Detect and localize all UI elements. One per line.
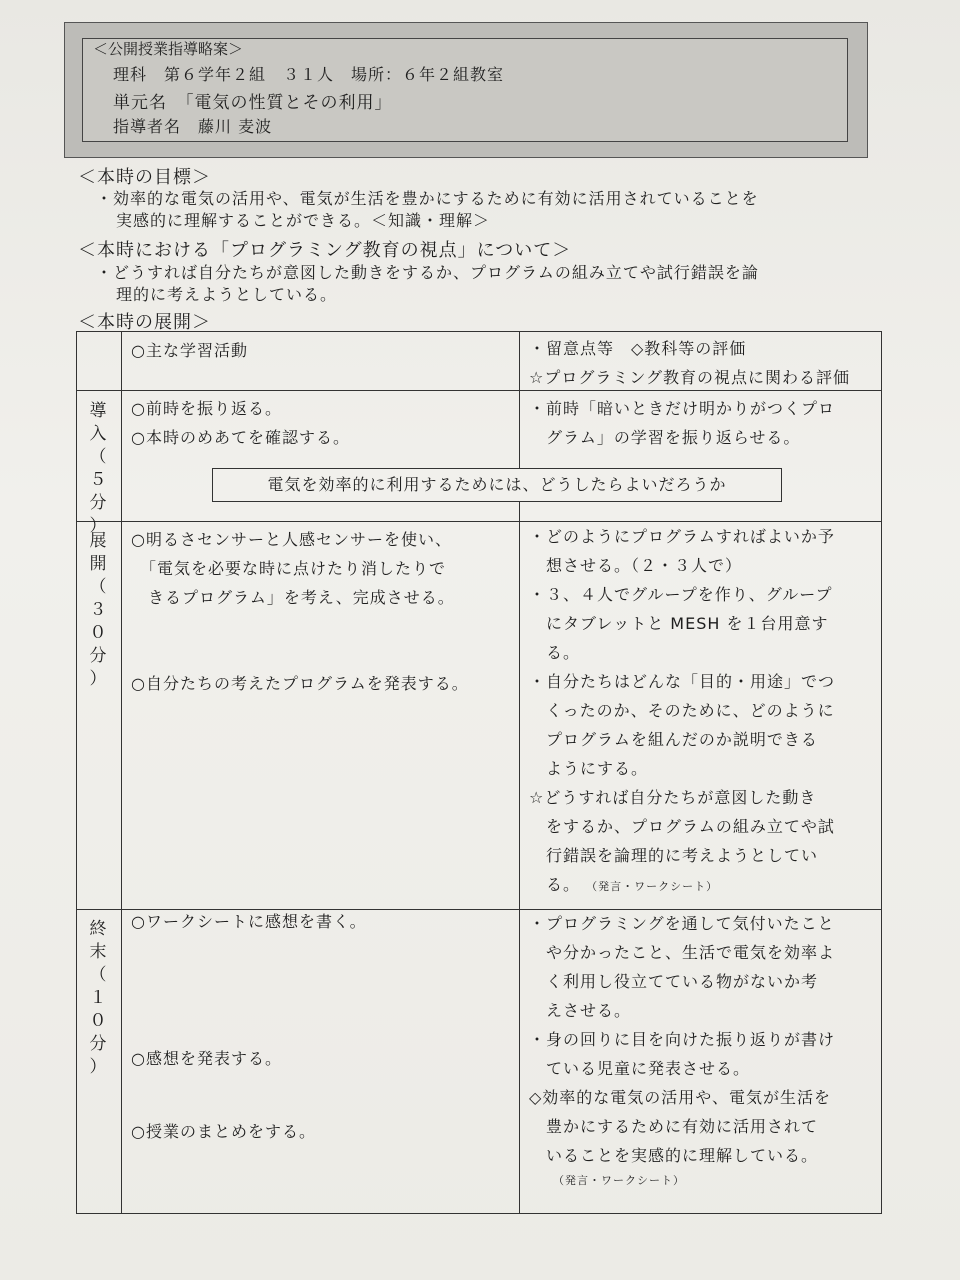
goal-heading: ＜本時の目標＞ (78, 167, 211, 188)
header-title: ＜公開授業指導略案＞ (93, 40, 244, 58)
phase-closing: 終 末 （ １ ０ 分 ） (89, 919, 107, 1077)
goal-text-line2: 実感的に理解することができる。＜知識・理解＞ (116, 211, 491, 230)
development-heading: ＜本時の展開＞ (78, 312, 211, 333)
header-class-info: 理科 第６学年２組 ３１人 場所：６年２組教室 (113, 65, 505, 84)
closing-notes: ・プログラミングを通して気付いたこと や分かったこと、生活で電気を効率よ く利用し役立てている物がないか考 えさせる。 ・身の回りに目を向けた振り返りが書け ている児童に発表させる。 ◇効率的な電気の活用や、電気が生活を 豊かにするために有効に活用されて いることを実感的に理解している。 （発言・ワークシート） (529, 909, 835, 1192)
goal-text (96, 188, 759, 232)
develop-activities-b: ○自分たちの考えたプログラムを発表する。 (131, 674, 469, 693)
header-box (82, 38, 848, 142)
header-unit-name: 単元名 「電気の性質とその利用」 (113, 93, 393, 113)
header-instructor: 指導者名 藤川 麦波 (113, 117, 273, 136)
phase-develop: 展 開 （ ３ ０ 分 ） (89, 531, 107, 689)
header-activity: ○主な学習活動 (131, 341, 248, 360)
programming-heading: ＜本時における「プログラミング教育の視点」について＞ (78, 240, 572, 261)
table-divider-notes (519, 332, 520, 1213)
lesson-goal-box: 電気を効率的に利用するためには、どうしたらよいだろうか (212, 468, 782, 502)
goal-text-line1: ・効率的な電気の活用や、電気が生活を豊かにするために有効に活用されていることを (96, 189, 759, 208)
develop-activities-a: ○明るさセンサーと人感センサーを使い、 「電気を必要な時に点けたり消したりで きるプログラム」を考え、完成させる。 (131, 530, 455, 607)
programming-text-line1: ・どうすれば自分たちが意図した動きをするか、プログラムの組み立てや試行錯誤を論 (96, 263, 759, 282)
programming-text-line2: 理的に考えようとしている。 (116, 285, 338, 304)
intro-notes: ・前時「暗いときだけ明かりがつくプロ グラム」の学習を振り返らせる。 (529, 399, 836, 447)
closing-activity-2: ○感想を発表する。 (131, 1049, 282, 1068)
header-notes: ・留意点等 ◇教科等の評価 ☆プログラミング教育の視点に関わる評価 (529, 339, 851, 387)
develop-notes: ・どのようにプログラムすればよいか予 想させる。（２・３人で） ・３、４人でグループを作り、グループ にタブレットと MESH を１台用意す る。 ・自分たちはどんな「目的・用途」でつ くったのか、そのために、どのように プログラムを組んだのか説明できる ようにする。 ☆どうすれば自分たちが意図した動き をするか、プログラムの組み立てや試 行錯誤を論理的に考えようとしてい る。 （発言・ワークシート） (529, 527, 836, 894)
programming-text (96, 262, 759, 306)
intro-activities: ○前時を振り返る。 ○本時のめあてを確認する。 (131, 399, 350, 447)
closing-eval-method: （発言・ワークシート） (553, 1174, 685, 1187)
phase-intro: 導 入 （ ５ 分 ） (89, 401, 107, 536)
lesson-plan-table (76, 331, 882, 1214)
closing-activity-1: ○ワークシートに感想を書く。 (131, 912, 367, 931)
table-divider-phase (121, 332, 122, 1213)
closing-activity-3: ○授業のまとめをする。 (131, 1122, 316, 1141)
develop-eval-method: （発言・ワークシート） (586, 880, 719, 893)
